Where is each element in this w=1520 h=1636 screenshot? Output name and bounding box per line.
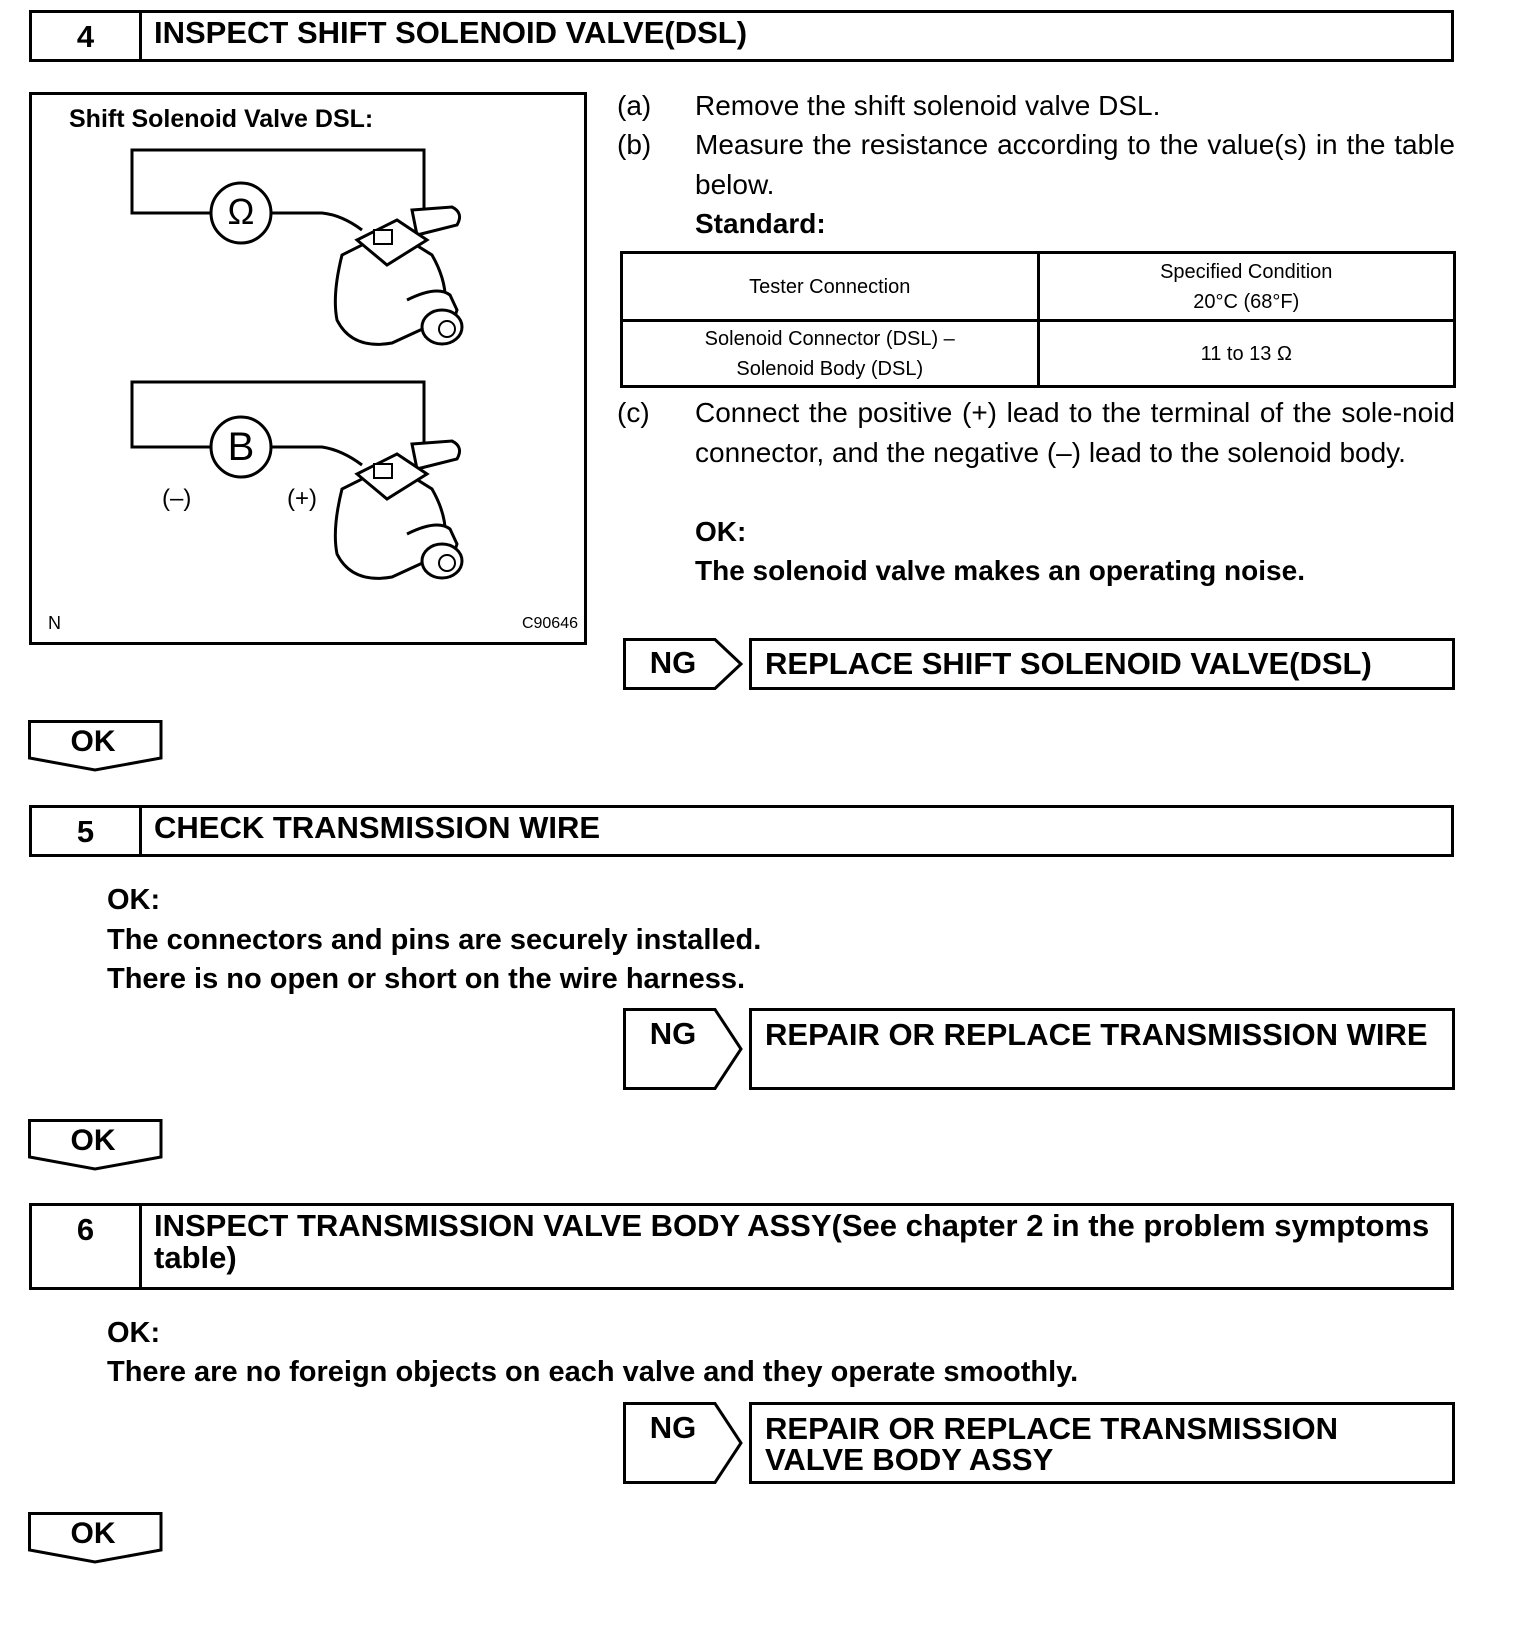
step-number: 4: [32, 13, 142, 59]
ng-label: NG: [649, 1410, 697, 1445]
standard-label: Standard:: [695, 208, 826, 239]
ohm-symbol: Ω: [227, 191, 255, 232]
ng-arrow: [623, 638, 743, 690]
ok-mark-label: OK: [70, 1517, 116, 1550]
solenoid-valve-icon: [335, 207, 462, 344]
ng-action-text: REPLACE SHIFT SOLENOID VALVE(DSL): [765, 646, 1372, 681]
step-title: INSPECT SHIFT SOLENOID VALVE(DSL): [154, 15, 748, 50]
ng-arrow: [623, 1008, 743, 1090]
ok-mark-label: OK: [70, 1124, 116, 1157]
figure-caption: Shift Solenoid Valve DSL:: [69, 105, 374, 133]
instruction-b: (b) Measure the resistance according to the value(s) in the table below.: [617, 129, 1455, 200]
ng-action-text: REPAIR OR REPLACE TRANSMISSION VALVE BODY ASSY: [765, 1411, 1338, 1477]
ng-action-text: REPAIR OR REPLACE TRANSMISSION WIRE: [765, 1017, 1428, 1052]
ok-label: OK:: [695, 516, 747, 547]
ok-line: There is no open or short on the wire harness.: [107, 963, 746, 995]
battery-wire: [132, 382, 424, 450]
solenoid-figure: [29, 92, 587, 645]
ok-text: The solenoid valve makes an operating noise.: [695, 555, 1305, 586]
figure-corner-label: N: [48, 613, 61, 633]
step-title: CHECK TRANSMISSION WIRE: [154, 810, 601, 845]
instruction-a: (a) Remove the shift solenoid valve DSL.: [617, 90, 1161, 121]
ok-label: OK:: [107, 884, 161, 916]
minus-label: (–): [162, 485, 192, 512]
figure-code: C90646: [521, 615, 578, 632]
ok-mark-label: OK: [70, 725, 116, 758]
solenoid-valve-icon: [335, 441, 462, 578]
plus-label: (+): [287, 485, 317, 512]
step-6-header: [29, 1203, 1454, 1290]
ok-mark: [28, 1119, 163, 1169]
battery-symbol: B: [227, 425, 255, 469]
spec-table: [620, 251, 1456, 388]
ng-action-box: [749, 1008, 1455, 1090]
solenoid-diagram: [32, 95, 584, 642]
ok-label: OK:: [107, 1317, 161, 1349]
step-5-header: [29, 805, 1454, 857]
ng-action-box: [749, 638, 1455, 690]
step-number: 5: [32, 808, 142, 854]
instruction-c: (c) Connect the positive (+) lead to the terminal of the sole-noid connector, and the negative (–) lead to the solenoid body.: [617, 397, 1455, 468]
ng-action-box: [749, 1402, 1455, 1484]
step-title: INSPECT TRANSMISSION VALVE BODY ASSY(See chapter 2 in the problem symptoms table): [154, 1208, 1430, 1275]
step-number: 6: [32, 1206, 142, 1287]
ng-label: NG: [649, 645, 697, 680]
ng-arrow: [623, 1402, 743, 1484]
table-cell-condition: 11 to 13 Ω: [1038, 321, 1455, 387]
ng-label: NG: [649, 1016, 697, 1051]
table-header-connection: Tester Connection: [622, 253, 1039, 321]
table-cell-connection: Solenoid Connector (DSL) – Solenoid Body (DSL): [622, 321, 1039, 387]
ohmmeter-wire: [132, 150, 424, 217]
step-4-header: [29, 10, 1454, 62]
ok-line: The connectors and pins are securely installed.: [107, 924, 762, 956]
ok-text: There are no foreign objects on each valve and they operate smoothly.: [107, 1356, 1079, 1388]
ok-mark: [28, 1512, 163, 1562]
ok-mark: [28, 720, 163, 770]
table-header-condition: Specified Condition 20°C (68°F): [1038, 253, 1455, 321]
